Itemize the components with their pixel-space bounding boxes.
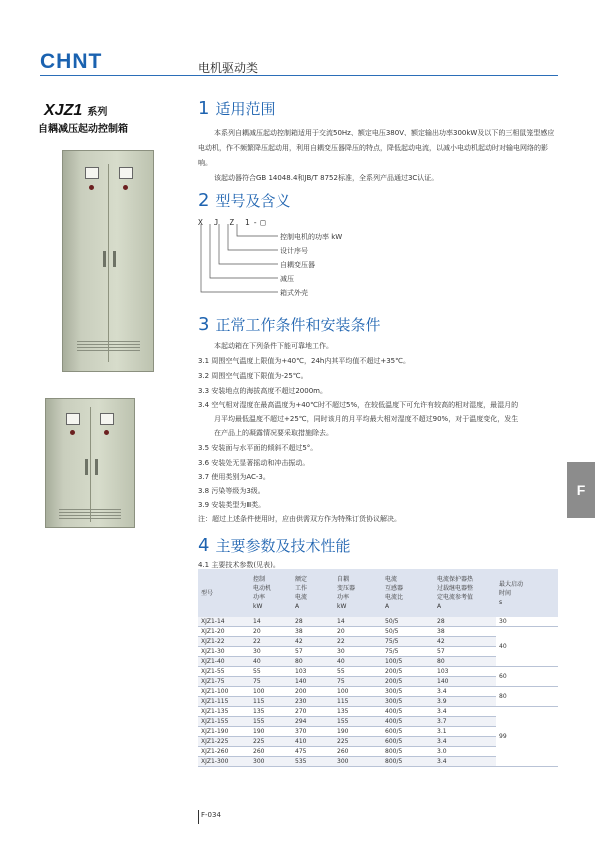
header-rated-current: 额定 工作 电流 A — [292, 569, 334, 617]
header-relay-setting: 电流保护器热 过载继电器整 定电流参考值 A — [434, 569, 496, 617]
table-header-row — [198, 569, 558, 617]
condition-item: 3.4 空气相对湿度在最高温度为+40℃时不超过5%，在较低温度下可允许有较高的相对湿度，最湿月的 — [198, 401, 519, 409]
model-label-transformer: 自耦变压器 — [280, 261, 315, 269]
table-row: XJZ1-14 14 28 14 50/5 28 30 — [198, 617, 558, 627]
start-time-cell: 60 — [496, 667, 558, 687]
product-title — [44, 100, 107, 120]
condition-item: 在产品上的凝露情况要采取措施除去。 — [214, 429, 333, 437]
table-row: XJZ1-135 135 270 135 400/5 3.4 99 — [198, 707, 558, 717]
start-time-cell: 40 — [496, 627, 558, 667]
table-row: XJZ1-40 40 80 40 100/5 80 — [198, 657, 558, 667]
table-row: XJZ1-100 100 200 100 300/5 3.4 80 — [198, 687, 558, 697]
section-3-heading: 3 正常工作条件和安装条件 — [198, 314, 381, 335]
table-row: XJZ1-260 260 475 260 800/5 3.0 — [198, 747, 558, 757]
condition-item: 3.9 安装类型为Ⅲ类。 — [198, 501, 266, 509]
product-model: XJZ1 — [44, 102, 83, 119]
section-3-intro: 本起动箱在下列条件下能可靠地工作。 — [214, 342, 333, 350]
table-row: XJZ1-20 20 38 20 50/5 38 40 — [198, 627, 558, 637]
model-label-design: 设计序号 — [280, 247, 308, 255]
cabinet-image-short — [45, 398, 135, 528]
section-tab-f[interactable]: F — [567, 462, 595, 518]
footer-rule — [198, 810, 199, 824]
table-row: XJZ1-55 55 103 55 200/5 103 60 — [198, 667, 558, 677]
model-label-power: 控制电机的功率 kW — [280, 233, 343, 241]
model-label-reduce: 减压 — [280, 275, 294, 283]
start-time-cell: 30 — [496, 617, 558, 627]
product-subtitle: 自耦减压起动控制箱 — [38, 124, 128, 135]
condition-item: 3.2 周围空气温度下限值为-25℃。 — [198, 372, 308, 380]
section-4-heading: 4 主要参数及技术性能 — [198, 535, 351, 556]
cabinet-image-tall — [62, 150, 154, 372]
table-row: XJZ1-300 300 535 300 800/5 3.4 — [198, 757, 558, 767]
condition-note: 注：超过上述条件使用时，应由供需双方作为特殊订货协议解决。 — [198, 515, 401, 523]
page-number: F-034 — [201, 811, 221, 819]
section-1-paragraph-1: 本系列自耦减压起动控制箱适用于交流50Hz、额定电压380V、额定输出功率300kW及以下的三相鼠笼型感应电动机，作不频繁降压起动用，利用自耦变压器降压的特点，降低起动电流，以减小电动机起动时对输电网络的影响。 — [198, 129, 555, 167]
table-row: XJZ1-155 155 294 155 400/5 3.7 — [198, 717, 558, 727]
model-code: X J Z 1-□ — [198, 218, 269, 227]
section-1-paragraph-2: 该起动器符合GB 14048.4和JB/T 8752标准，全系列产品通过3C认证。 — [214, 174, 439, 182]
header-motor-power: 控制 电动机 功率 kW — [250, 569, 292, 617]
condition-item: 3.8 污染等级为3级。 — [198, 487, 265, 495]
condition-item: 3.1 周围空气温度上限值为+40℃，24h内其平均值不超过+35℃。 — [198, 357, 410, 365]
table-row: XJZ1-115 115 230 115 300/5 3.9 — [198, 697, 558, 707]
header-start-time: 最大启动 时间 s — [496, 569, 558, 617]
start-time-cell: 99 — [496, 707, 558, 767]
section-2-heading: 2 型号及含义 — [198, 190, 291, 211]
header-model: 型号 — [198, 569, 250, 617]
model-label-enclosure: 箱式外壳 — [280, 289, 308, 297]
header-transformer-power: 自耦 变压器 功率 kW — [334, 569, 382, 617]
table-row: XJZ1-22 22 42 22 75/5 42 — [198, 637, 558, 647]
table-caption: 4.1 主要技术参数(见表)。 — [198, 561, 280, 569]
category-title: 电机驱动类 — [198, 61, 259, 75]
start-time-cell: 80 — [496, 687, 558, 707]
table-row: XJZ1-30 30 57 30 75/5 57 — [198, 647, 558, 657]
parameters-table — [198, 569, 558, 767]
condition-item: 3.7 使用类别为AC-3。 — [198, 473, 270, 481]
table-row: XJZ1-225 225 410 225 600/5 3.4 — [198, 737, 558, 747]
product-series: 系列 — [87, 107, 108, 118]
section-1-heading: 1 适用范围 — [198, 98, 276, 119]
condition-item: 3.6 安装处无显著摇动和冲击振动。 — [198, 459, 310, 467]
condition-item: 月平均最低温度不超过+25℃，同时该月的月平均最大相对湿度不超过90%，对于温度变化，发生 — [214, 415, 519, 423]
header-ct-ratio: 电流 互感器 电流比 A — [382, 569, 434, 617]
table-row: XJZ1-75 75 140 75 200/5 140 — [198, 677, 558, 687]
condition-item: 3.3 安装地点的海拔高度不超过2000m。 — [198, 387, 327, 395]
chint-logo: CHNT — [40, 50, 103, 73]
condition-item: 3.5 安装面与水平面的倾斜不超过5°。 — [198, 444, 318, 452]
table-row: XJZ1-190 190 370 190 600/5 3.1 — [198, 727, 558, 737]
header-divider — [40, 75, 558, 76]
